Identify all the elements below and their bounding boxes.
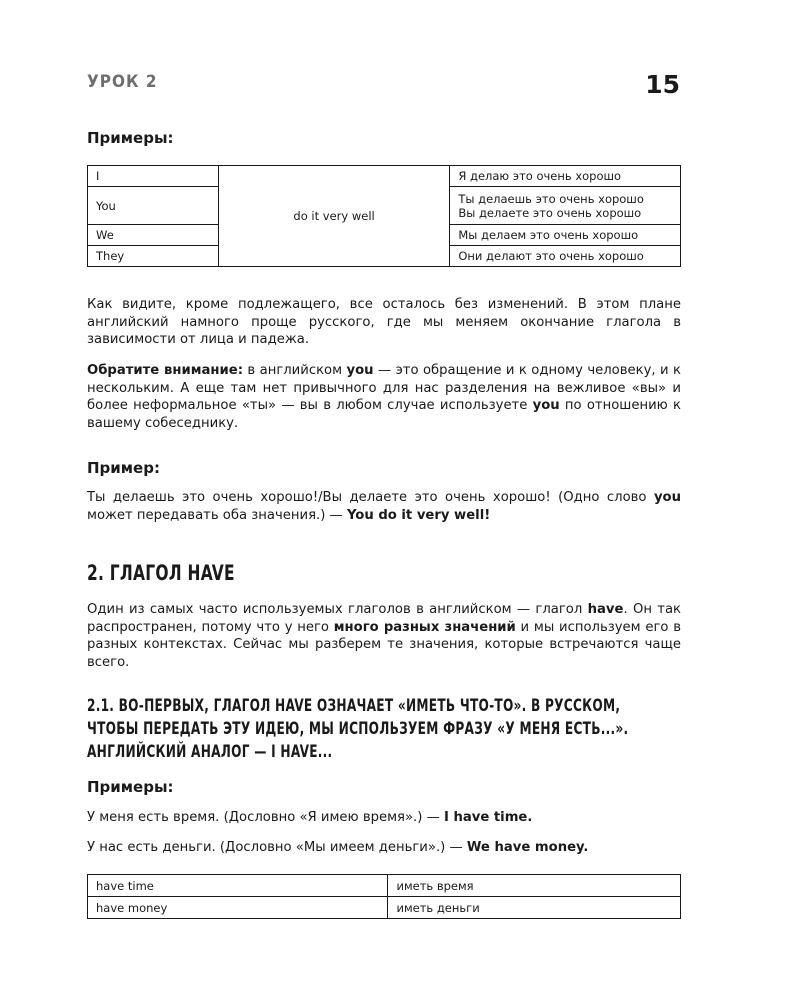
subsection-title-line: 2.1. ВО-ПЕРВЫХ, ГЛАГОЛ HAVE ОЗНАЧАЕТ «ИМЕТЬ ЧТО-ТО». В РУССКОМ, xyxy=(87,696,621,715)
body-paragraph: Как видите, кроме подлежащего, все осталось без изменений. В этом плане английский намного проще русского, где мы меняем окончание глагола в зависимости от лица и падежа. xyxy=(87,297,681,347)
section-title: 2. ГЛАГОЛ HAVE xyxy=(87,561,235,585)
subsection-title-line: АНГЛИЙСКИЙ АНАЛОГ — I HAVE... xyxy=(87,742,333,761)
pronoun-cell: You xyxy=(88,187,219,225)
text-run: и мы используем его в разных контекстах. Сейчас мы разберем те значения, которые встречаются чаще всего. xyxy=(87,619,681,670)
translation-cell: Они делают это очень хорошо xyxy=(450,246,681,267)
text-run: в английском xyxy=(243,363,347,378)
translation-cell: Я делаю это очень хорошо xyxy=(450,166,681,187)
table-row xyxy=(88,166,681,187)
body-paragraph xyxy=(87,601,681,671)
bold-run: I have time. xyxy=(443,810,533,825)
text-run: — это обращение и к одному человеку, и к нескольким. А еще там нет привычного для нас разделения на вежливое «вы» и более неформальное «ты» — вы в любом случае используете xyxy=(87,363,681,413)
table-row xyxy=(88,875,681,897)
examples-heading: Примеры: xyxy=(87,778,174,796)
text-run: может передавать оба значения.) — xyxy=(87,507,347,523)
pronoun-cell: They xyxy=(88,246,219,267)
russian-cell: иметь время xyxy=(388,875,681,897)
note-lead: Обратите внимание: xyxy=(87,363,243,378)
page-number: 15 xyxy=(645,70,680,99)
note-paragraph xyxy=(87,362,681,432)
bold-run: you xyxy=(346,363,374,378)
example-sentence xyxy=(87,840,588,855)
pronoun-cell: I xyxy=(88,166,219,187)
bold-run: you xyxy=(653,490,681,505)
text-run: Один из самых часто используемых глаголов в английском — глагол xyxy=(87,602,588,617)
text-run: . Он так распространен, потому что у него xyxy=(87,602,681,635)
bold-run: много разных значений xyxy=(333,619,516,635)
example-heading: Пример: xyxy=(87,459,160,477)
translation-line: Вы делаете это очень хорошо xyxy=(458,205,642,220)
vocab-table xyxy=(87,874,681,919)
text-run: по отношению к вашему собеседнику. xyxy=(87,398,681,431)
translation-cell xyxy=(450,187,681,225)
russian-cell: иметь деньги xyxy=(388,897,681,919)
verb-phrase-cell: do it very well xyxy=(218,166,450,267)
bold-run: We have money. xyxy=(466,840,589,855)
translation-cell: Мы делаем это очень хорошо xyxy=(450,225,681,246)
text-run: Ты делаешь это очень хорошо!/Вы делаете это очень хорошо! (Одно слово xyxy=(87,490,654,505)
bold-run: you xyxy=(532,398,560,413)
text-run: У меня есть время. (Дословно «Я имею время».) — xyxy=(87,810,444,825)
bold-run: have xyxy=(587,602,624,617)
lesson-label: УРОК 2 xyxy=(87,72,158,92)
english-cell: have time xyxy=(88,875,388,897)
translation-line: Ты делаешь это очень хорошо xyxy=(458,191,644,206)
example-sentence xyxy=(87,810,532,825)
english-cell: have money xyxy=(88,897,388,919)
example-paragraph xyxy=(87,489,681,524)
pronoun-table xyxy=(87,165,681,267)
pronoun-cell: We xyxy=(88,225,219,246)
text-run: У нас есть деньги. (Дословно «Мы имеем деньги».) — xyxy=(87,840,467,855)
table-row xyxy=(88,897,681,919)
subsection-title-line: ЧТОБЫ ПЕРЕДАТЬ ЭТУ ИДЕЮ, МЫ ИСПОЛЬЗУЕМ ФРАЗУ «У МЕНЯ ЕСТЬ...». xyxy=(87,719,629,738)
examples-heading: Примеры: xyxy=(87,129,174,147)
bold-run: You do it very well! xyxy=(346,507,491,523)
subsection-title xyxy=(87,694,677,763)
